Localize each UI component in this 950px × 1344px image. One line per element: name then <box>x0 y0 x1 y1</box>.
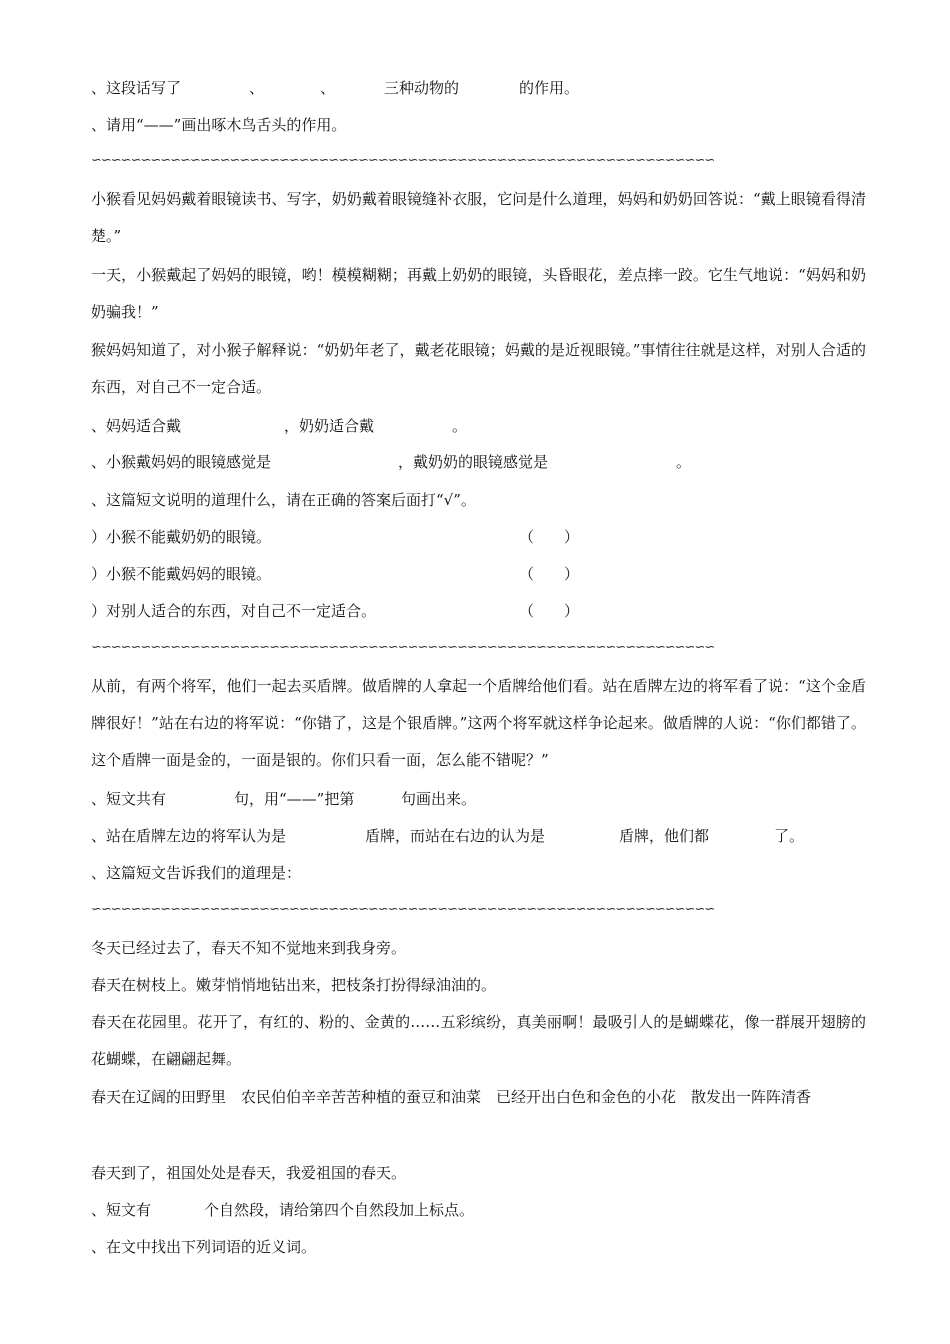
passage3-paragraph5: 春天到了，祖国处处是春天，我爱祖国的春天。 <box>91 1164 407 1182</box>
passage1-question1-part-b: ，奶奶适合戴 <box>284 417 375 435</box>
passage1-question2-part-a: 、小猴戴妈妈的眼镜感觉是 <box>91 453 272 471</box>
answer-parentheses[interactable]: （ ） <box>519 565 580 583</box>
passage2-question2-part-a: 、站在盾牌左边的将军认为是 <box>91 827 287 845</box>
section-divider: ∽∽∽∽∽∽∽∽∽∽∽∽∽∽∽∽∽∽∽∽∽∽∽∽∽∽∽∽∽∽∽∽∽∽∽∽∽∽∽∽∽∽∽∽∽∽∽∽∽∽∽∽∽∽∽∽∽∽∽∽∽∽∽ <box>91 903 715 917</box>
passage1-question3: 、这篇短文说明的道理什么，请在正确的答案后面打“√”。 <box>91 491 476 509</box>
question-animals-mid: 三种动物的 <box>384 79 460 97</box>
passage2-question1-part-c: 句画出来。 <box>401 790 477 808</box>
passage3-question1-part-b: 个自然段，请给第四个自然段加上标点。 <box>204 1201 475 1219</box>
passage3-paragraph2: 春天在树枝上。嫩芽悄悄地钻出来，把枝条打扮得绿油油的。 <box>91 976 497 994</box>
passage1-paragraph1: 小猴看见妈妈戴着眼镜读书、写字，奶奶戴着眼镜缝补衣服，它问是什么道理，妈妈和奶奶回答说：“戴上眼镜看得清楚。” <box>91 190 866 245</box>
passage3-question1-part-a: 、短文有 <box>91 1201 152 1219</box>
section-divider: ∽∽∽∽∽∽∽∽∽∽∽∽∽∽∽∽∽∽∽∽∽∽∽∽∽∽∽∽∽∽∽∽∽∽∽∽∽∽∽∽∽∽∽∽∽∽∽∽∽∽∽∽∽∽∽∽∽∽∽∽∽∽∽ <box>91 641 715 655</box>
option-text: ）小猴不能戴奶奶的眼镜。 <box>91 528 272 546</box>
passage3-question2: 、在文中找出下列词语的近义词。 <box>91 1238 317 1256</box>
question-woodpecker: 、请用“——”画出啄木鸟舌头的作用。 <box>91 116 347 134</box>
passage2-question2-part-d: 了。 <box>774 827 805 845</box>
passage2-question2-part-c: 盾牌，他们都 <box>619 827 710 845</box>
passage2-question2-part-b: 盾牌，而站在右边的认为是 <box>365 827 546 845</box>
passage1-question2-part-b: ，戴奶奶的眼镜感觉是 <box>398 453 549 471</box>
option-text: ）小猴不能戴妈妈的眼镜。 <box>91 565 272 583</box>
answer-parentheses[interactable]: （ ） <box>519 528 580 546</box>
passage1-question1-part-a: 、妈妈适合戴 <box>91 417 182 435</box>
passage3-paragraph4: 春天在辽阔的田野里 农民伯伯辛辛苦苦种植的蚕豆和油菜 已经开出白色和金色的小花 散发出一阵阵清香 <box>91 1088 812 1106</box>
question-animals-prefix: 、这段话写了 <box>91 79 182 97</box>
passage3-paragraph1: 冬天已经过去了，春天不知不觉地来到我身旁。 <box>91 939 407 957</box>
answer-parentheses[interactable]: （ ） <box>519 602 580 620</box>
passage3-paragraph3: 春天在花园里。花开了，有红的、粉的、金黄的……五彩缤纷，真美丽啊！最吸引人的是蝴蝶花，像一群展开翅膀的花蝴蝶，在翩翩起舞。 <box>91 1013 866 1068</box>
passage1-paragraph3: 猴妈妈知道了，对小猴子解释说：“奶奶年老了，戴老花眼镜；妈戴的是近视眼镜。”事情往往就是这样，对别人合适的东西，对自己不一定合适。 <box>91 341 866 396</box>
section-divider: ∽∽∽∽∽∽∽∽∽∽∽∽∽∽∽∽∽∽∽∽∽∽∽∽∽∽∽∽∽∽∽∽∽∽∽∽∽∽∽∽∽∽∽∽∽∽∽∽∽∽∽∽∽∽∽∽∽∽∽∽∽∽∽ <box>91 154 715 168</box>
option-text: ）对别人适合的东西，对自己不一定适合。 <box>91 602 377 620</box>
question-animals-sep2: 、 <box>320 79 336 97</box>
question-animals-sep1: 、 <box>249 79 265 97</box>
passage2-question1-part-a: 、短文共有 <box>91 790 167 808</box>
passage2-question1-part-b: 句，用“——”把第 <box>234 790 355 808</box>
passage1-question1-part-c: 。 <box>452 417 468 435</box>
passage2-paragraph: 从前，有两个将军，他们一起去买盾牌。做盾牌的人拿起一个盾牌给他们看。站在盾牌左边的将军看了说：“这个金盾牌很好！”站在右边的将军说：“你错了，这是个银盾牌。”这两个将军就这样争论起来。做盾牌的人说：“你们都错了。这个盾牌一面是金的，一面是银的。你们只看一面，怎么能不错呢？” <box>91 677 866 769</box>
passage2-question3: 、这篇短文告诉我们的道理是： <box>91 864 302 882</box>
passage1-paragraph2: 一天，小猴戴起了妈妈的眼镜，哟！模模糊糊；再戴上奶奶的眼镜，头昏眼花，差点摔一跤。它生气地说：“妈妈和奶奶骗我！” <box>91 266 866 321</box>
question-animals-suffix: 的作用。 <box>519 79 580 97</box>
passage1-question2-part-c: 。 <box>676 453 692 471</box>
